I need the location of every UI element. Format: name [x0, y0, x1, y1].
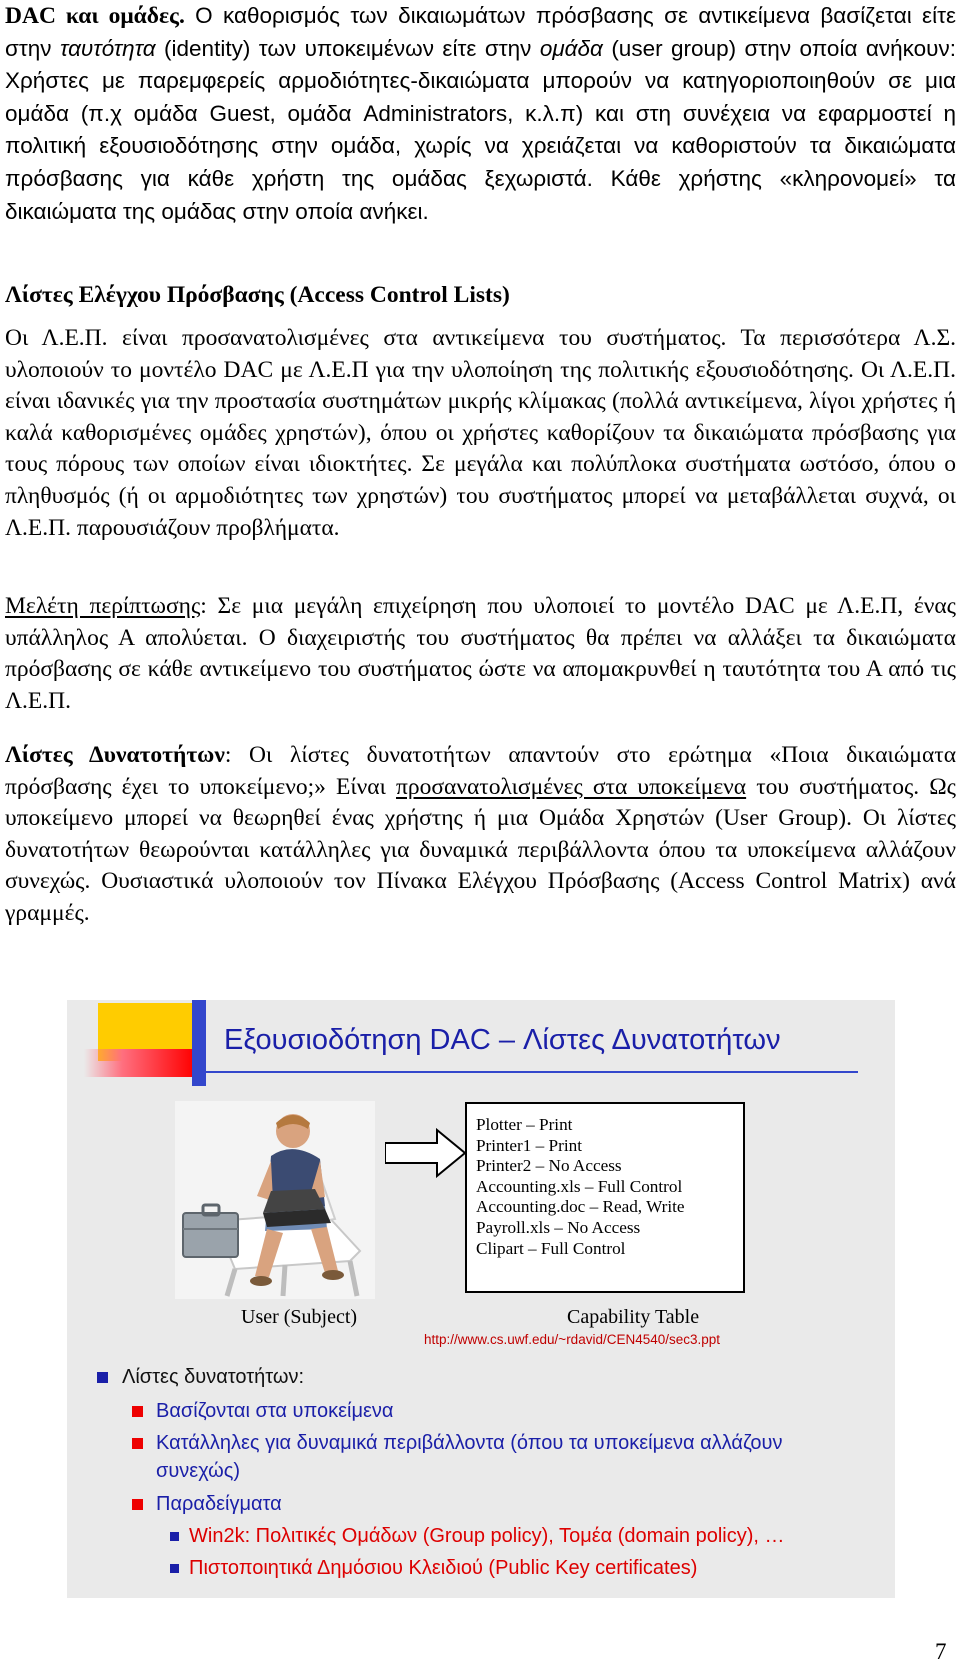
user-caption: User (Subject) [241, 1306, 358, 1328]
source-url: http://www.cs.uwf.edu/~rdavid/CEN4540/sec3.ppt [424, 1332, 721, 1347]
arrow-right-icon [385, 1128, 467, 1178]
italic-term: ομάδα [539, 35, 603, 61]
bullet-capability-lists [97, 1363, 304, 1391]
user-photo [175, 1101, 375, 1299]
bullet-square-icon [170, 1564, 179, 1573]
bullet-square-icon [170, 1532, 179, 1541]
capability-row: Printer1 – Print [476, 1135, 582, 1155]
capability-row: Plotter – Print [476, 1115, 573, 1134]
underlined-phrase: προσανατολισμένες στα υποκείμενα [396, 773, 747, 800]
text-segment: : Οι λίστες δυνατοτήτων απαντούν στο ερώτημα «Ποια δικαιώματα πρόσβασης έχει το υποκείμενο;» Είναι [5, 742, 957, 800]
sub-sub-bullet [170, 1522, 784, 1550]
page-number: 7 [935, 1639, 947, 1664]
sub-sub-bullet [170, 1554, 697, 1582]
sub-bullet [132, 1429, 812, 1485]
capability-row: Payroll.xls – No Access [476, 1217, 641, 1237]
text-segment: (identity) των υποκειμένων είτε στην [155, 35, 540, 61]
paragraph-case-study [5, 591, 956, 717]
capability-row: Accounting.xls – Full Control [476, 1176, 683, 1196]
paragraph-capability-lists [5, 740, 956, 930]
bullet-text: Βασίζονται στα υποκείμενα [156, 1400, 394, 1422]
italic-term: ταυτότητα [60, 35, 156, 61]
capability-row: Printer2 – No Access [476, 1156, 622, 1176]
sub-bullet [132, 1397, 812, 1425]
case-study-label: Μελέτη περίπτωσης [5, 593, 201, 619]
paragraph-dac-groups [5, 0, 956, 228]
capability-row: Accounting.doc – Read, Write [476, 1197, 685, 1217]
section-heading-acl: Λίστες Ελέγχου Πρόσβασης (Access Control Lists) [5, 282, 510, 308]
capability-row: Clipart – Full Control [476, 1238, 626, 1258]
slide-title: Εξουσιοδότηση DAC – Λίστες Δυνατοτήτων [224, 1024, 781, 1056]
bullet-text: Λίστες δυνατοτήτων: [122, 1366, 305, 1388]
bullet-text: Πιστοποιητικά Δημόσιου Κλειδιού (Public Key certificates) [189, 1557, 698, 1579]
user-on-lounger-illustration [175, 1101, 375, 1299]
bullet-text: Κατάλληλες για δυναμικά περιβάλλοντα (όπου τα υποκείμενα αλλάζουν συνεχώς) [156, 1432, 783, 1482]
bullet-square-icon [132, 1406, 143, 1417]
bullet-square-icon [132, 1438, 143, 1449]
bullet-text: Παραδείγματα [156, 1493, 282, 1515]
text-segment: Ο καθορισμός των δικαιωμάτων πρόσβασης σε αντικείμενα βασίζεται είτε στην [5, 3, 956, 61]
bullet-square-icon [97, 1372, 108, 1383]
slide-title-rule [192, 1071, 858, 1073]
text-segment: του συστήματος. Ως υποκείμενο μπορεί να θεωρηθεί ένας χρήστης ή μια Ομάδα Χρηστών (User Group). Οι λίστες δυνατοτήτων θεωρούνται κατάλληλες για δυναμικά περιβάλλοντα όπου τα υποκείμενα αλλάζουν συνεχώς. Ουσιαστικά υλοποιούν τον Πίνακα Ελέγχου Πρόσβασης (Access Control Matrix) ανά γραμμές. [5, 773, 956, 926]
slide-decoration-red [84, 1049, 194, 1077]
capability-table [465, 1102, 745, 1293]
term-dac-groups: DAC και ομάδες. [5, 3, 185, 29]
capability-table-caption: Capability Table [567, 1306, 700, 1328]
text-segment: : Σε μια μεγάλη επιχείρηση που υλοποιεί το μοντέλο DAC με Λ.Ε.Π, ένας υπάλληλος Α απολύεται. Ο διαχειριστής του συστήματος θα πρέπει να αλλάξει τα δικαιώματα πρόσβασης σε κάθε αντικείμενο του συστήματος ώστε να απομακρυνθεί η ταυτότητα του Α από τις Λ.Ε.Π. [5, 593, 956, 714]
slide-figure [67, 1000, 895, 1598]
bullet-text: Win2k: Πολιτικές Ομάδων (Group policy), Τομέα (domain policy), … [189, 1525, 785, 1547]
text-segment: (user group) στην οποία ανήκουν: Χρήστες με παρεμφερείς αρμοδιότητες-δικαιώματα μπορούν να κατηγοριοποιηθούν σε μια ομάδα (π.χ ομάδα Guest, ομάδα Administrators, κ.λ.π) και στη συνέχεια να εφαρμοστεί η πολιτική εξουσιοδότησης στην ομάδα, χωρίς να χρειάζεται να καθοριστούν τα δικαιώματα πρόσβασης για κάθε χρήστη της ομάδας ξεχωριστά. Κάθε χρήστης «κληρονομεί» τα δικαιώματα της ομάδας στην οποία ανήκει. [5, 35, 956, 224]
slide-decoration-blue [192, 1000, 206, 1086]
paragraph-acl: Οι Λ.Ε.Π. είναι προσανατολισμένες στα αντικείμενα του συστήματος. Τα περισσότερα Λ.Σ. υλοποιούν το μοντέλο DAC με Λ.Ε.Π για την υλοποίηση της πολιτικής εξουσιοδότησης. Οι Λ.Ε.Π. είναι ιδανικές για την προστασία συστημάτων μικρής κλίμακας (πολλά αντικείμενα, λίγοι χρήστες ή καλά καθορισμένες ομάδες χρηστών), όπου οι χρήστες καθορίζουν τα δικαιώματα πρόσβασης για τους πόρους των οποίων είναι ιδιοκτήτες. Σε μεγάλα και πολύπλοκα συστήματα ωστόσο, όπου ο πληθυσμός (ή οι αρμοδιότητες των χρηστών) του συστήματος μπορεί να μεταβάλλεται συχνά, οι Λ.Ε.Π. παρουσιάζουν προβλήματα. [5, 325, 956, 541]
term-capability-lists: Λίστες Δυνατοτήτων [5, 742, 225, 768]
sub-bullet [132, 1490, 812, 1518]
bullet-square-icon [132, 1499, 143, 1510]
